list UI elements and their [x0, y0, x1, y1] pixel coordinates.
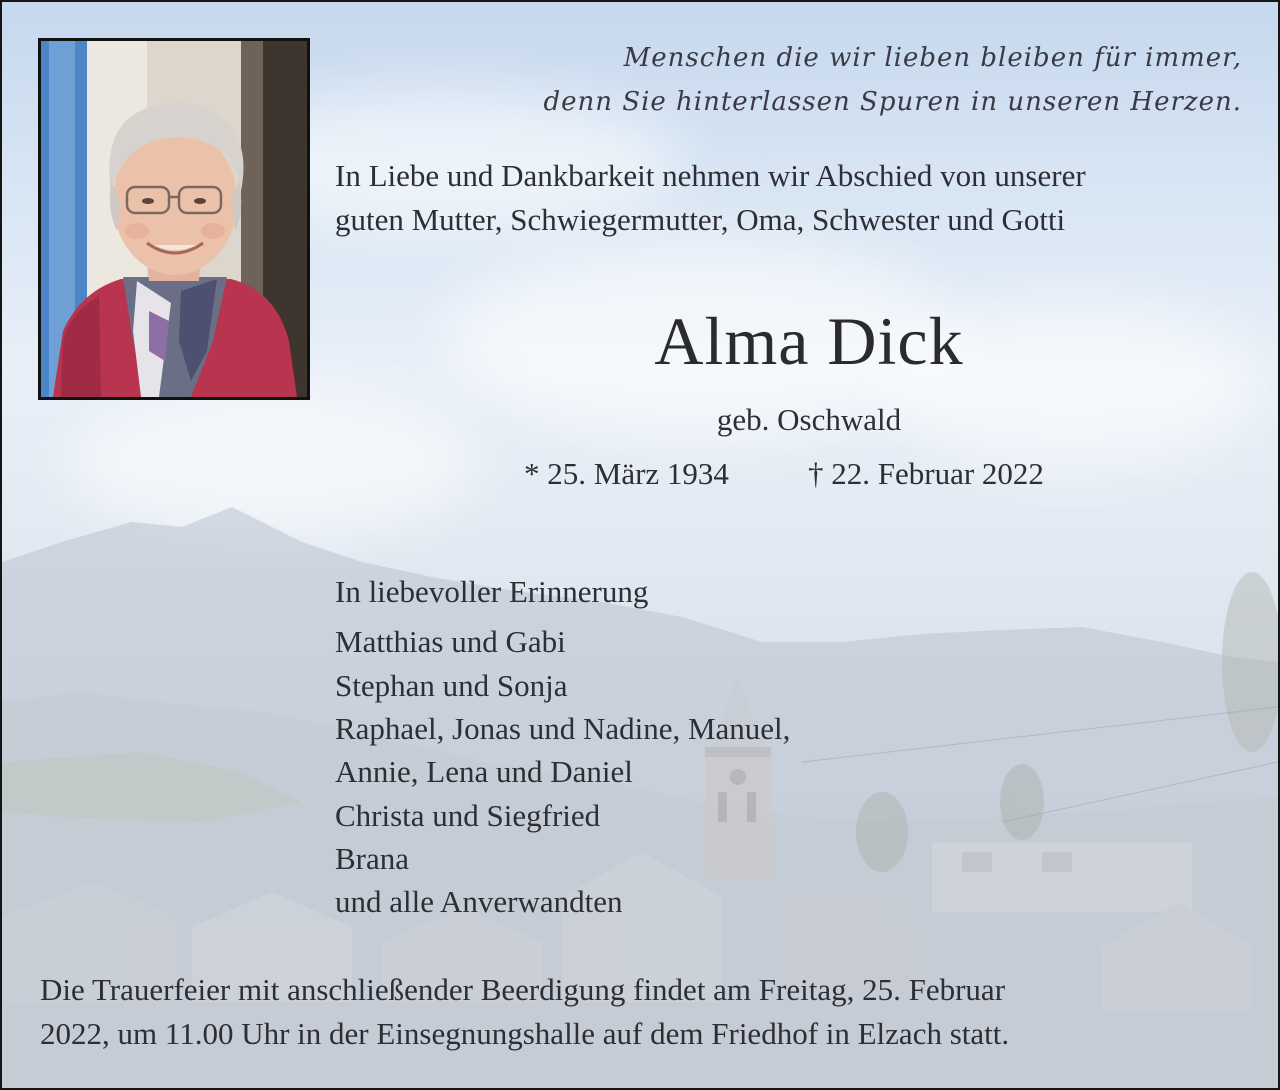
intro-line: guten Mutter, Schwiegermutter, Oma, Schwester und Gotti	[335, 202, 1066, 237]
funeral-info-line: 2022, um 11.00 Uhr in der Einsegnungshalle auf dem Friedhof in Elzach statt.	[40, 1016, 1010, 1051]
death-date: † 22. Februar 2022	[808, 456, 1044, 491]
mourner-line: Brana	[335, 841, 410, 876]
mourner-line: Stephan und Sonja	[335, 668, 568, 703]
motto-line: denn Sie hinterlassen Spuren in unseren Herzen.	[543, 87, 1242, 117]
funeral-info-line: Die Trauerfeier mit anschließender Beerdigung findet am Freitag, 25. Februar	[40, 972, 1006, 1007]
mourner-line: Christa und Siegfried	[335, 798, 601, 833]
mourner-line: Annie, Lena und Daniel	[335, 754, 633, 789]
mourner-line: und alle Anverwandten	[335, 884, 623, 919]
birth-date: * 25. März 1934	[524, 456, 729, 491]
deceased-name: Alma Dick	[654, 303, 964, 379]
mourner-line: Matthias und Gabi	[335, 624, 566, 659]
intro-line: In Liebe und Dankbarkeit nehmen wir Abschied von unserer	[335, 158, 1086, 193]
maiden-name: geb. Oschwald	[716, 402, 902, 437]
memory-heading: In liebevoller Erinnerung	[335, 574, 649, 609]
mourner-line: Raphael, Jonas und Nadine, Manuel,	[335, 711, 791, 746]
motto-line: Menschen die wir lieben bleiben für immer,	[623, 43, 1242, 73]
